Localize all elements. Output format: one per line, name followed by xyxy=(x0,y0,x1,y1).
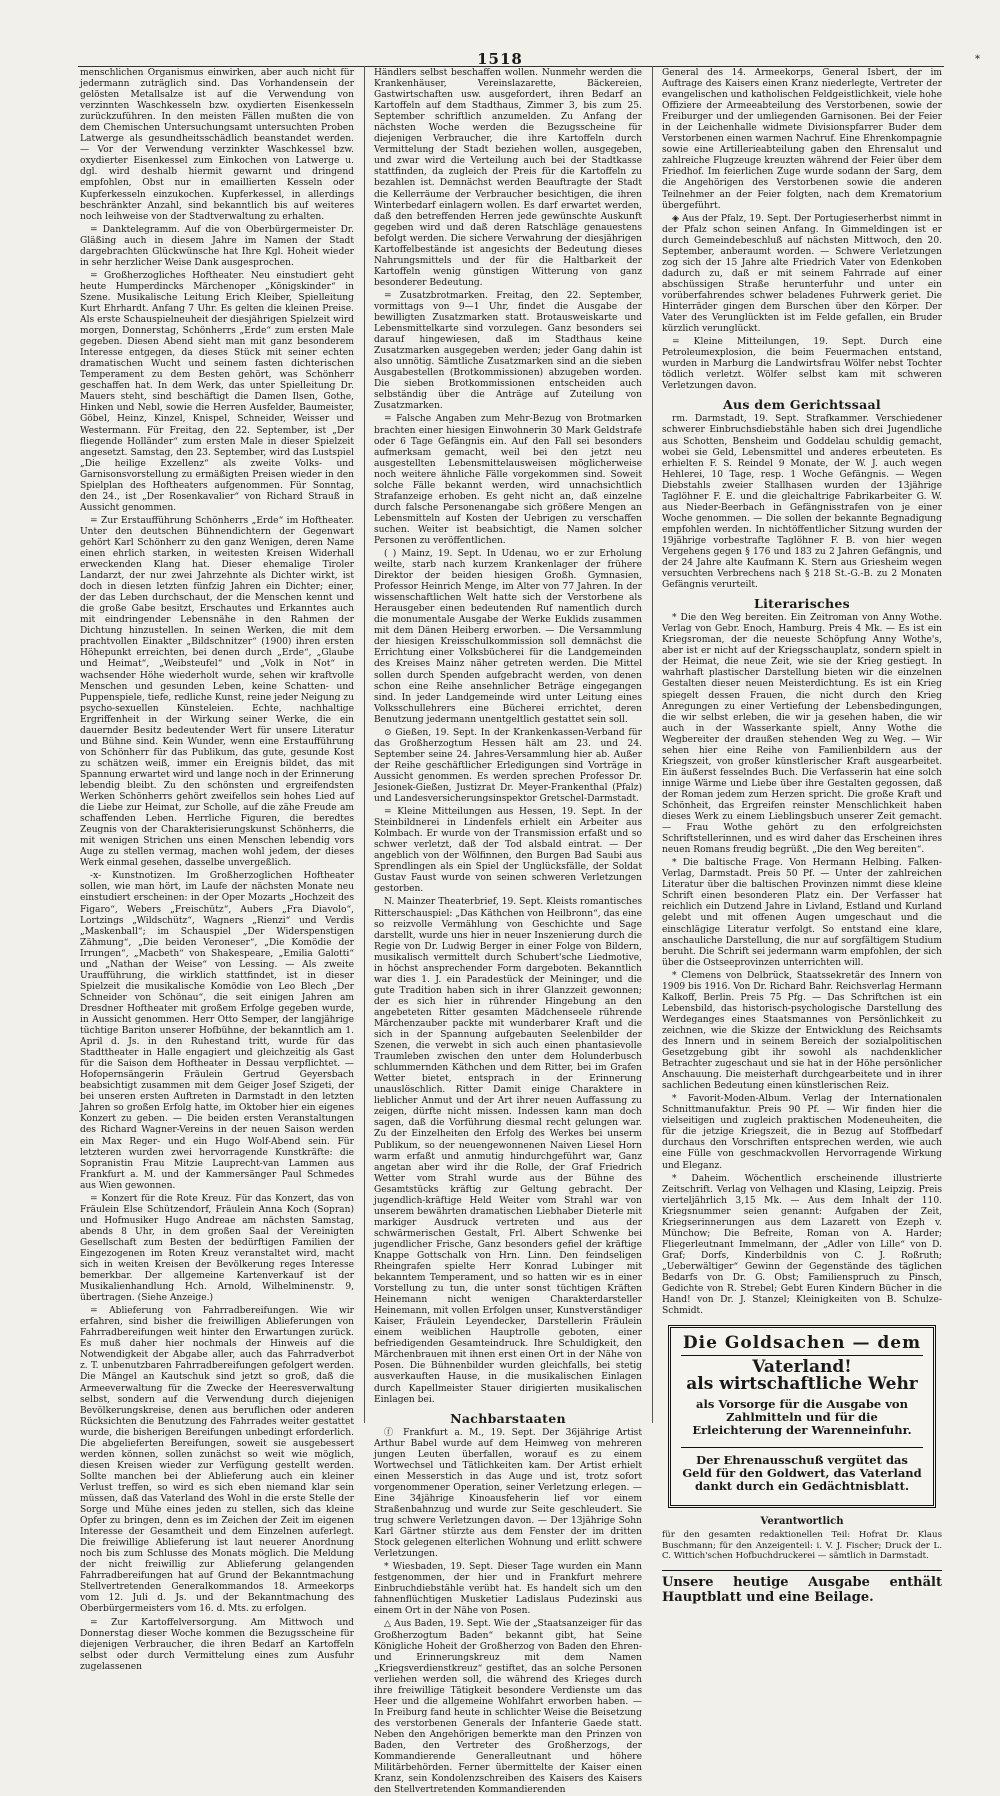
article-paragraph: = Ablieferung von Fahrradbereifungen. Wie wir erfahren, sind bisher die freiwilligen Ablieferungen von Fahrradbereifungen weit hinter den Erwartungen zurück. Es muß daher hier nochmals der Hinweis auf die Notwendigkeit der Abgabe aller, auch das Fahrradverbot z. T. unbenutzbaren Fahrradbereifungen gefolgert werden. Die Mängel an Kautschuk sind jetzt so groß, daß die Armeeverwaltung für die Zwecke der Heeresverwaltung selbst, sondern auf die Verwendung durch diejenigen Bevölkerungskreise, denen aus beruflichen oder anderen Rücksichten die Benutzung des Fahrrades weiter gestattet wurde, die bisherigen Bereifungen unbedingt erforderlich. Die abgelieferten Bereifungen, soweit sie ausgebessert werden können, sollen zunächst so weit wie möglich, diesen Kreisen wieder zur Verfügung gestellt werden. Sollte manchen bei der Ablieferung auch ein kleiner Verlust treffen, so wird es sich eben niemand klar sein müssen, daß das Vaterland des Wohl in die erste Stelle der Sorge und Mühe eines jeden zu stellen, sich das kleine Opfer zu bringen, denn es im Zeichen der Zeit im eigenen Interesse der Gesamtheit und dem Einzelnen auferlegt. Die freiwillige Ablieferung ist laut neuerer Anordnung noch bis zum Schlusse des Monats möglich. Die Meldung der nicht freiwillig zur Ablieferung gelangenden Fahrradbereifungen hat auf Grund der Bekanntmachung Stellvertretenden Generalkommandos 18. Armeekorps vom 12. Juli d. Js. und der Bekanntmachung des Oberbürgermeisters vom 16. d. Mts. zu erfolgen. xyxy=(80,1306,354,1615)
article-paragraph: * Daheim. Wöchentlich erscheinende illustrierte Zeitschrift. Verlag von Velhagen und Klasing, Leipzig. Preis vierteljährlich 3,15 Mk. — Aus dem Inhalt der 110. Kriegsnummer seien genannt: Aufgaben der Zeit, Kriegserinnerungen aus dem Lazarett von Ezeph v. Münchow; Die Befreite, Roman von A. Harder; Fliegerleutnant Immelmann, der „Adler von Lille“ von D. Graf; Dorfs, Kinderbildnis von C. J. Roßruth; „Ueberwältiger“ Gewinn der Gegenstände des täglichen Bedarfs von Dr. G. Obst; Familienspruch zu Pinsch, Gedichte von R. Strebel; Gebt Euren Kindern Bücher in die Hand! von Dr. J. Stanzel; Kleinigkeiten von B. Schulze-Schmidt. xyxy=(662,1173,942,1317)
section-heading: Aus dem Gerichtssaal xyxy=(723,397,881,413)
column-divider-1 xyxy=(364,66,365,1423)
article-paragraph: * Favorit-Moden-Album. Verlag der Internationalen Schnittmanufaktur. Preis 90 Pf. — Wir finden hier die vielseitigen und zugleich praktischen Modeneuheiten, die für die jetzige Kriegszeit, die in Bezug auf Stoffbedarf durchaus den Vorschriften entsprechen werden, wie auch eine Fülle von geschmackvollen Hervorragende Wirkung und Eleganz. xyxy=(662,1094,942,1171)
gold-advertisement xyxy=(668,1325,936,1508)
ad-line-5: Der Ehrenausschuß vergütet das Geld für den Goldwert, das Vaterland dankt durch ein Gedächtnisblatt. xyxy=(682,1453,922,1494)
ad-line-4: als Vorsorge für die Ausgabe von Zahlmitteln und für die Erleichterung der Warenneinfuhr. xyxy=(692,1397,912,1438)
article-paragraph: = Zusatzbrotmarken. Freitag, den 22. September, vormittags von 9—1 Uhr, findet die Ausgabe der bewilligten Zusatzmarken statt. Brotausweiskarte und Lebensmittelkarte sind vorzulegen. Ganz besonders sei darauf hingewiesen, daß im Stadthaus keine Zusatzmarken ausgegeben werden; jeder Gang dahin ist also unnötig. Sämtliche Zusatzmarken sind an die sieben Ausgabestellen (Brotkommissionen) abzugeben worden. Die sieben Brotkommissionen entscheiden auch selbständig über die Anträge auf Zuteilung von Zusatzmarken. xyxy=(374,290,642,412)
section-heading: Nachbarstaaten xyxy=(450,1410,566,1426)
verantwortlich-title: Verantwortlich xyxy=(760,1516,844,1528)
article-paragraph: = Falsche Angaben zum Mehr-Bezug von Brotmarken brachten einer hiesigen Einwohnerin 30 Mark Geldstrafe oder 6 Tage Gefängnis ein. Auf den Fall sei besonders aufmerksam gemacht, weil bei den jetzt neu ausgestellten Lebensmittelausweisen möglicherweise noch weitere ähnliche Fälle vorgekommen sind. Soweit solche Fälle bekannt werden, wird unnachsichtlich Strafanzeige erhoben. Es geht nicht an, daß einzelne durch falsche Personenangabe sich größere Mengen an Lebensmitteln auf Kosten der Uebrigen zu verschaffen suchen. Weiter ist beabsichtigt, die Namen solcher Personen zu veröffentlichen. xyxy=(374,414,642,546)
ad-rule xyxy=(681,1355,923,1356)
article-paragraph: -x- Kunstnotizen. Im Großherzoglichen Hoftheater sollen, wie man hört, im Laufe der nächsten Monate neu einstudiert erscheinen: in der Oper Mozarts „Hochzeit des Figaro“, Webers „Freischütz“, Aubers „Fra Diavolo“, Lortzings „Wildschütz“, Wagners „Rienzi“ und Verdis „Maskenball“; im Schauspiel „Der Widerspenstigen Zähmung“, „Die beiden Veroneser“, „Die Komödie der Irrungen“, „Macbeth“ von Shakespeare, „Emilia Galotti“ und „Nathan der Weise“ von Lessing. — Als zweite Uraufführung, die wirklich stattfindet, ist in dieser Spielzeit die musikalische Komödie von Leo Blech „Der Schneider von Schönau“, die seit einigen Jahren am Dresdner Hoftheater mit großem Erfolge gegeben wurde, in Aussicht genommen. Herr Otto Semper, der langjährige tüchtige Bariton unserer Hofbühne, der bekanntlich am 1. April d. Js. in den Ruhestand tritt, wurde für das Stadttheater in Halle engagiert und gleichzeitig als Gast für die Saison dem Hoftheater in Dessau verpflichtet. — Hofopernsängerin Fräulein Gertrud Geyersbach beabsichtigt zusammen mit dem Geiger Josef Szigeti, der bei unseren ersten Auftreten in Darmstadt in den letzten Jahren so großen Erfolg hatte, im Oktober hier ein eigenes Konzert zu geben. — Die beiden ersten Veranstaltungen des Richard Wagner-Vereins in der neuen Saison werden ein Max Reger- und ein Hugo Wolf-Abend sein. Für letzteren wurden zwei hervorragende Kunstkräfte: die Sopranistin Frau Mitzie Lauprecht-van Lammen aus Frankfurt a. M. und der Kammersänger Paul Schmedes aus Wien gewonnen. xyxy=(80,871,354,1191)
article-paragraph: * Die baltische Frage. Von Hermann Helbing. Falken-Verlag, Darmstadt. Preis 50 Pf. — Unter der zahlreichen Literatur über die baltischen Provinzen nimmt diese kleine Schrift einen besonderen Platz ein. Der Verfasser hat reichlich ein Dutzend Jahre in Livland, Estland und Kurland gelebt und mit offenen Augen umgeschaut und die einschlägige Literatur verfolgt. So entstand eine klare, anschauliche Darstellung, die nur auf sorgfältigem Studium beruht. Die Schrift sei jedermann warm empfohlen, der sich über die Ostseeprovinzen unterrichten will. xyxy=(662,858,942,968)
section-heading: Literarisches xyxy=(754,596,850,612)
article-paragraph: N. Mainzer Theaterbrief, 19. Sept. Kleists romantisches Ritterschauspiel: „Das Käthchen von Heilbronn“, das eine so reizvolle Vermählung von Geschichte und Sage darstellt, wurde uns hier in neuer Inszenierung durch die Regie von Dr. Ludwig Berger in einer Folge von Bildern, musikalisch vermittelt durch Schubert'sche Liedmotive, in höchst ansprechender Form dargeboten. Bekanntlich war dies 1. J. ein Paradestück der Meininger, und die gute Tradition haben sich in ihrer Glanzzeit gewonnen; der es sich hier in rührender Hingebung an den angebeteten Ritter gesamten Mädchenseele rührende Märchenzauber packte mit wunderbarer Kraft und die sich in der Spannung aufgebauten Seelenbilder der Szenen, die verwebt in sich auch einen phantasievolle Traumleben zwischen den unter dem Holunderbusch schlummernden Käthchen und dem Ritter, bei im Grafen Wetter bietet, entsprach in der Erinnerung unauslöschlich. Ritter Damit einige Charaktere in lieblicher Anmut und der Art ihrer neuen Auffassung zu zeigen, dürfte nicht missen. Indessen kann man doch sagen, daß die Vorführung diesmal recht gelungen war. Zu der Einzelheiten den Erfolg des Werkes bei unserm Publikum, so der neuengewonnenen Naiven Liesel Horn warm erfaßt und anmutig hindurchgeführt war, Ganz angetan aber wird ihr die Rolle, der Graf Friedrich Wetter vom Strahl wurde aus der Bühne des Gesamtstücks kräftig zur Geltung gebracht. Der jugendlich-kräftige Held Weiter vom Strahl war von unserem bewährten dramatischen Liebhaber Dieterle mit markiger Ausdruck vertreten und aus der schwärmerischen Gestalt, Frl. Albert Schwenke bei jugendlicher Frische, Ganz besonders gefiel der kräftige Knappe Gottschalk von Hrn. Linn. Den feindseligen Rheingrafen spielte Herr Konrad Lubinger mit bekanntem Temperament, und so hatten wir es in einer Vorstellung zu tun, die unter sonst tüchtigen Kräften Heinemann nicht wenigen Charakterdarsteller Heinemann, mit vollen Erfolgen unser, Kunstverständiger Kaiser, Fräulein Leyendecker, Darstellerin Fräulein einem weiblichen Hauptrolle geboten, einer befriedigenden Gesamteindruck. Ihre Schuldigkeit, den Märchenbrauen mit ihnen erst einen Ort in der Nähe von Posen. Die Bühnenbilder wurden gleichfalls, bei stetig ausverkauften Hause, in die musikalischen Einlagen durch Kapellmeister Stauer dirigierten musikalischen Einlagen bei. xyxy=(374,897,642,1405)
ad-line-3: als wirtschaftliche Wehr xyxy=(686,1374,918,1395)
column-3 xyxy=(662,68,943,1605)
column-3-text xyxy=(662,68,942,1317)
article-paragraph: = Konzert für die Rote Kreuz. Für das Konzert, das von Fräulein Else Schützendorf, Fräulein Anna Koch (Sopran) und Hofmusiker Hugo Andreae am nächsten Samstag, abends 8 Uhr, in dem großen Saal der Vereinigten Gesellschaft zum Besten der bedürftigen Familien der Eingezogenen im Roten Kreuz veranstaltet wird, macht sich in weiten Kreisen der Bevölkerung reges Interesse bemerkbar. Der allgemeine Kartenverkauf ist der Musikalienhandlung Hch. Arnold, Wilhelminenstr. 9, übertragen. (Siehe Anzeige.) xyxy=(80,1193,354,1304)
article-paragraph: rm. Darmstadt, 19. Sept. Strafkammer. Verschiedener schwerer Einbruchsdiebstähle haben sich drei Jugendliche aus Schotten, Bensheim und Goddelau schuldig gemacht, wobei sie Geld, Lebensmittel und anderes erbeuteten. Es erhielten F. S. Reindel 9 Monate, der W. J. auch wegen Hehlerei, 10 Tage, resp. 1 Woche Gefängnis. — Wegen Diebstahls zweier Stallhasen wurden der 13jährige Taglöhner F. E. und die gleichaltrige Fabrikarbeiter G. W. aus Nieder-Beerbach in Gefängnisstrafen von je einer Woche genommen. — Die sollen der bekannte Begnadigung empfohlen werden. In nichtöffentlicher Sitzung wurden der 19jährige vorbestrafte Taglöhner F. B. von hier wegen Vergehens gegen § 176 und 183 zu 2 Jahren Gefängnis, und der 24 Jahre alte Kaufmann K. Stern aus Griesheim wegen versuchten Verbrechens nach § 218 St.-G.-B. zu 2 Monaten Gefängnis verurteilt. xyxy=(662,414,942,591)
article-paragraph: General des 14. Armeekorps, General Isbert, der im Auftrage des Kaisers einen Kranz niederlegte, Vertreter der evangelischen und katholischen Feldgeistlichkeit, viele hohe Offiziere der Armeeabteilung des Verstorbenen, sowie der Freiburger und der umliegenden Garnisonen. Bei der Feier in der Leichenhalle widmete Divisionspfarrer Buder dem Verstorbenen einen warmen Nachruf. Eine Ehrenkompagnie sowie eine Artillerieabteilung gaben den Ehrensalut und zahlreiche Flugzeuge kreuzten während der Feier über dem Friedhof. Im feierlichen Zuge wurde sodann der Sarg, dem die Angehörigen des Verstorbenen sowie die anderen Teilnehmer an der Feier folgten, nach dem Krematorium übergeführt. xyxy=(662,68,943,211)
article-paragraph: * Wiesbaden, 19. Sept. Dieser Tage wurden ein Mann festgenommen, der hier und in Frankfurt mehrere Einbruchdiebstähle verübt hat. Es handelt sich um den fahnenflüchtigen Musketier Ladislaus Pudezinski aus einem Ort in der Nähe von Posen. xyxy=(374,1562,642,1617)
article-paragraph: ( ) Mainz, 19. Sept. In Udenau, wo er zur Erholung weilte, starb nach kurzem Krankenlager der frühere Direktor der beiden hiesigen Großh. Gymnasien, Professor Heinrich Menge, im Alter von 77 Jahren. In der wissenschaftlichen Welt hatte sich der Verstorbene als Herausgeber einen bedeutenden Ruf namentlich durch die monumentale Ausgabe der Werke Euklids zusammen mit dem Dänen Heiberg erworben. — Die Versammlung der hiesigen Kreisschulkommission soll demnächst die Errichtung einer Volksbücherei für die Landgemeinden des Kreises Mainz näher getreten werden. Die Mittel sollen durch Spenden aufgebracht werden, von denen schon eine Reihe ansehnlicher Beträge eingegangen sind. In jeder Landgemeinde wird unter Leitung eines Volksschullehrers eine Bücherei errichtet, deren Benutzung jedermann unentgeltlich gestattet sein soll. xyxy=(374,549,642,725)
page-mark: * xyxy=(975,54,980,65)
article-paragraph: △ Aus Baden, 19. Sept. Wie der „Staatsanzeiger für das Großherzogtum Baden“ bekannt gibt, hat Seine Königliche Hoheit der Großherzog von Baden den Ehren- und Erinnerungskreuz mit dem Namen „Kriegsverdienstkreuz“ gestiftet, das an solche Personen verliehen werden soll, die während des Krieges durch ihre freiwillige Tätigkeit besondere Verdienste um das Heer und die allgemeine Wohlfahrt erworben haben. — In Freiburg fand heute in schlichter Weise die Beisetzung des verstorbenen Generals der Infanterie Gaede statt. Neben den Angehörigen bemerkte man den Prinzen von Baden, den Vertreter des Großherzogs, der Kommandierende Generalleutnant und höhere Militärbehörden. Ferner übermittelte der Kaiser einen Kranz, sein Kondolenzschreiben des Kaisers des Kaisers den Stellvertretenden Kommandierenden xyxy=(374,1619,642,1796)
column-divider-2 xyxy=(652,66,653,1423)
article-paragraph: Händlers selbst beschaffen wollen. Nunmehr werden die Krankenhäuser, Vereinslazarette, Bäckereien, Gastwirtschaften usw. ausgefordert, ihren Bedarf an Kartoffeln auf dem Stadthaus, Zimmer 3, bis zum 25. September schriftlich anzumelden. Zu Anfang der nächsten Woche werden die Bezugsscheine für diejenigen Verbraucher, die ihre Kartoffeln durch Vermittelung der Stadt beziehen wollen, ausgegeben, und zwar wird die Verteilung auch bei der Stadtkasse stattfinden, da zugleich der Preis für die Kartoffeln zu bezahlen ist. Demnächst werden Beauftragte der Stadt die Kellerräume der Verbraucher besichtigen, die ihren Winterbedarf einlagern wollen. Es darf erwartet werden, daß den betreffenden Herren jede gewünschte Auskunft gegeben wird und daß deren Ratschläge genauestens befolgt werden. Die sichere Verwahrung der diesjährigen Kartoffelbestände ist angesichts der Bedeutung dieses Nahrungsmittels und der für die Haltbarkeit der Kartoffeln wenig günstigen Witterung von ganz besonderer Bedeutung. xyxy=(374,68,642,288)
closing-note: Unsere heutige Ausgabe enthält Hauptblatt und eine Beilage. xyxy=(662,1570,942,1605)
column-2 xyxy=(374,68,642,1796)
article-paragraph: = Kleine Mitteilungen, 19. Sept. Durch eine Petroleumexplosion, die beim Feuermachen entstand, wurden in Marburg die Landwirtsfrau Wölfer nebst Tochter tödlich verletzt. Wölfer selbst kam mit schweren Verletzungen davon. xyxy=(662,337,942,392)
column-1 xyxy=(80,68,354,1672)
ad-rule xyxy=(681,1447,923,1448)
verantwortlich-text: für den gesamten redaktionellen Teil: Hofrat Dr. Klaus Buschmann; für den Anzeigenteil: i. V. J. Fischer; Druck der L. C. Wittich'schen Hofbuchdruckerei — sämtlich in Darmstadt. xyxy=(662,1530,942,1562)
verantwortlich-block xyxy=(662,1530,942,1562)
article-paragraph: ◈ Aus der Pfalz, 19. Sept. Der Portugieserherbst nimmt in der Pfalz schon seinen Anfang. In Gimmeldingen ist er durch Gemeindebeschluß auf nächsten Mittwoch, den 20. September, anberaumt worden. — Schwere Verletzungen zog sich der 15 Jahre alte Friedrich Vater von Edenkoben dadurch zu, daß er mit seinem Fahrrade auf einer abschüssigen Straße herunterfuhr und unter ein vorüberfahrendes schwer beladenes Fuhrwerk geriet. Die Hinterräder gingen dem Burschen über den Körper. Der Vater des Verunglückten ist im Felde gefallen, ein Bruder kürzlich verunglückt. xyxy=(662,213,942,335)
article-paragraph: = Großherzogliches Hoftheater. Neu einstudiert geht heute Humperdincks Märchenoper „Königskinder“ in Szene. Musikalische Leitung Erich Kleiber, Spielleitung Kurt Ehrhardt. Anfang 7 Uhr. Es gelten die kleinen Preise. Als erste Schauspielneuheit der diesjährigen Spielzeit wird morgen, Donnerstag, Schönherrs „Erde“ zum ersten Male gegeben. Diesen Abend sieht man mit ganz besonderem Interesse entgegen, da dieses Stück mit seiner echten dramatischen Wucht und seinem fasten dichterischen Temperament zu dem Besten gehört, was Schönherr geschaffen hat. In dem Werk, das unter Spielleitung Dr. Mauers steht, sind beschäftigt die Damen Ilsen, Gothe, Hinken und Nebl, sowie die Herren Ausfelder, Baumeister, Göbel, Heinz, Kinzel, Knispel, Schneider, Weisser und Westermann. Für Freitag, den 22. September, ist „Der fliegende Holländer“ zum ersten Male in dieser Spielzeit angesetzt. Samstag, den 23. September, wird das Lustspiel „Die heilige Exzellenz“ als zweite Volks- und Garnisonsvorstellung zu ermäßigten Preisen wieder in den Spielplan des Hoftheaters aufgenommen. Für Sonntag, den 24., ist „Der Rosenkavalier“ von Richard Strauß in Aussicht genommen. xyxy=(80,270,354,513)
article-paragraph: menschlichen Organismus einwirken, aber auch nicht für jedermann zuträglich sind. Das Vorhandensein der gelösten Metallsalze ist auf die Verwendung von verzinnten Waschkesseln bzw. oxydierten Eisenkesseln zurückzuführen. In den meisten Fällen mußten die von dem Chemischen Untersuchungsamt untersuchten Proben Latwerge als gesundheitsschädlich beanstandet werden. — Vor der Verwendung verzinkter Waschkessel bzw. oxydierter Eisenkessel zum Einkochen von Latwerge u. dgl. wird deshalb hiermit gewarnt und dringend empfohlen, Obst nur in emaillierten Kesseln oder Kupferkesseln einzukochen. Kupferkessel, in allerdings beschränkter Anzahl, sind bekanntlich bis auf weiteres noch leihweise von der Stadtverwaltung zu erhalten. xyxy=(80,68,354,222)
article-paragraph: = Zur Erstaufführung Schönherrs „Erde“ im Hoftheater. Unter den deutschen Bühnendichtern der Gegenwart gehört Karl Schönherr zu den ganz Wenigen, deren Name einen ehrlich starken, in weitesten Kreisen Widerhall erweckenden Klang hat. Dieser ehemalige Tiroler Landarzt, der nur zwei Jahrzehnte als Dichter wirkt, ist doch in diesen letzten fünfzig Jahren ein Dichter; einer, der das Leben durchschaut, der die Menschen kennt und die große Gabe besitzt, Erschautes und Erkanntes auch mit eindringender Lebensnähe in den Rahmen der Dichtung hinzustellen. In seinen Werken, die mit dem prachtvollen Einakter „Bildschnitzer“ (1900) ihren ersten Höhepunkt erreichten, bei denen durch „Erde“, „Glaube und Heimat“, „Weibsteufel“ und „Volk in Not“ in wachsender Höhe wiederholt wurde, sehen wir kraftvolle Menschen und gesunden Leben, keine Schatten- und Puppenspiele, tiefe, redliche Kunst, reine jeder Neigung zu psycho-sexuellen Künsteleien. Echte, nachhaltige Ergriffenheit in der Wirkung seiner Werke, die ein dauernder Besitz bedeutender Wert für unsere Literatur und Bühne sind. Kein Wunder, wenn eine Erstaufführung von Schönherr für das Publikum, das gute, gesunde Kost zu schätzen weiß, immer ein Ereignis bildet, das mit Spannung erwartet wird und lange noch in der Erinnerung lebendig bleibt. Zu den schönsten und ergreifendsten Werken Schönherrs gehört zweifellos sein hohes Lied auf die Liebe zur Heimat, zur Scholle, auf die zähe Freude am schaffenden Leben. Herrliche Figuren, die beredtes Zeugnis von der Charakterisierungskunst Schönherrs, die mit wenigen Strichen uns einen Menschen lebendig vors Auge zu stellen vermag, machen wohl jedem, der dieses Werk einmal gesehen, dasselbe unvergeßlich. xyxy=(80,515,354,869)
article-paragraph: = Danktelegramm. Auf die von Oberbürgermeister Dr. Gläßing auch in diesem Jahre im Namen der Stadt dargebrachten Glückwünsche hat Ihre Kgl. Hoheit wieder in sehr herzlicher Weise Dank ausgesprochen. xyxy=(80,224,354,268)
article-paragraph: * Die den Weg bereiten. Ein Zeitroman von Anny Wothe. Verlag von Gebr. Enoch, Hamburg. Preis 4 Mk. — Es ist ein Kriegsroman, der die neueste Schöpfung Anny Wothe's, aber ist er nicht auf der Kriegsschauplatz, sondern spielt in der Heimat, die neue Zeit, wie sie der Krieg gestiegt. In wahrhaft plastischer Darstellung bieten wir die einzelnen Gestalten dieser neuen Meisterdichtung. Es ist ein Krieg spiegelt dessen Frauen, die nicht durch den Krieg Anregungen zu einer Vertiefung der Lebensbedingungen, die wir selbst erleben, die wir ja gesehen haben, die wir auch in der Wasserkante spielt, Anny Wothe die Wegbereiter der draußen stehenden Weg zu Weg. — Wir sehen hier eine Reihe von Familienbildern aus der Kriegszeit, von großer künstlerischer Kraft ausgearbeitet. Ein äußerst fesselndes Buch. Die Verfasserin hat eine solch innige Wärme und Liebe über ihre Gestalten gegossen, daß der Roman jedem zum Herzen spricht. Die große Kraft und Schönheit, das Ergreifen reinster Menschlichkeit haben dieses Werk zu einem Lieblingsbuch unserer Zeit gemacht. — Frau Wothe gehört zu den erfolgreichsten Schriftstellerinnen, und es wird daher das Erscheinen ihres neuen Romans freudig begrüßt. „Die den Weg bereiten“. xyxy=(662,613,942,856)
page-number: 1518 xyxy=(477,50,523,68)
article-paragraph: ⊙ Gießen, 19. Sept. In der Krankenkassen-Verband für das Großherzogtum Hessen hält am 23. und 24. September seine 24. Jahres-Versammlung hier ab. Außer der Reihe geschäftlicher Erledigungen sind Vorträge in Aussicht genommen. Es werden sprechen Professor Dr. Jesionek-Gießen, Justizrat Dr. Meyer-Frankenthal (Pfalz) und Landesversicherungsinspektor Gretschel-Darmstadt. xyxy=(374,727,642,805)
ad-line-1: Die Goldsachen — dem xyxy=(682,1333,922,1354)
ad-line-2: Vaterland! xyxy=(752,1357,852,1378)
article-paragraph: * Clemens von Delbrück, Staatssekretär des Innern von 1909 bis 1916. Von Dr. Richard Bahr. Reichsverlag Hermann Kalkoff, Berlin. Preis 75 Pfg. — Das Schriftchen ist ein Lebensbild, das historisch-psychologische Darstellung des Werdeganges eines Staatsmannes von Persönlichkeit zu zeichnen, wie die Skizze der Entwicklung des Reichsamts des Innern und in seinem Bereich der sozialpolitischen Gesetzgebung gibt ihr sowohl als nachdenklicher Betrachter zugeschaut und sie hat in der Höhe persönlicher Anschauung. Die meisterhaft durchgearbeitete und in ihrer sachlichen Bedeutung einen künstlerischen Reiz. xyxy=(662,970,942,1092)
article-paragraph: = Zur Kartoffelversorgung. Am Mittwoch und Donnerstag dieser Woche kommen die Bezugsscheine für diejenigen Verbraucher, die ihren Bedarf an Kartoffeln selbst oder durch Vermittelung eines zum Ausfuhr zugelassenen xyxy=(80,1617,354,1672)
article-paragraph: ⓕ Frankfurt a. M., 19. Sept. Der 36jährige Artist Arthur Babel wurde auf dem Heimweg von mehreren jungen Leuten überfallen, worauf es zu einem Wortwechsel und Tätlichkeiten kam. Der Artist erhielt einen Messerstich in das Auge und ist, trotz sofort vorgenommener Operation, seiner Verletzung erlegen. — Eine 34jährige Kinoausfeherin lief vor einem Straßenbahnzug und wurde zur Seite geschleudert. Sie trug schwere Verletzungen davon. — Der 13jährige Sohn Karl Gärtner stürzte aus dem Fenster der im dritten Stock gelegenen elterlichen Wohnung und erlitt schwere Verletzungen. xyxy=(374,1427,642,1560)
article-paragraph: = Kleine Mitteilungen aus Hessen, 19. Sept. In der Steinbildnerei in Lindenfels erhielt ein Arbeiter aus Kolmbach. Er wurde von der Transmission erfaßt und so schwer verletzt, daß der Tod alsbald eintrat. — Der angeblich von der Wölfinnen, den Burgen Bad Saubi aus Sprendlingen als ein Spiel der Unglücksfälle, der Soldat Gustav Faust wurde von seinen schweren Verletzungen gestorben. xyxy=(374,807,642,895)
